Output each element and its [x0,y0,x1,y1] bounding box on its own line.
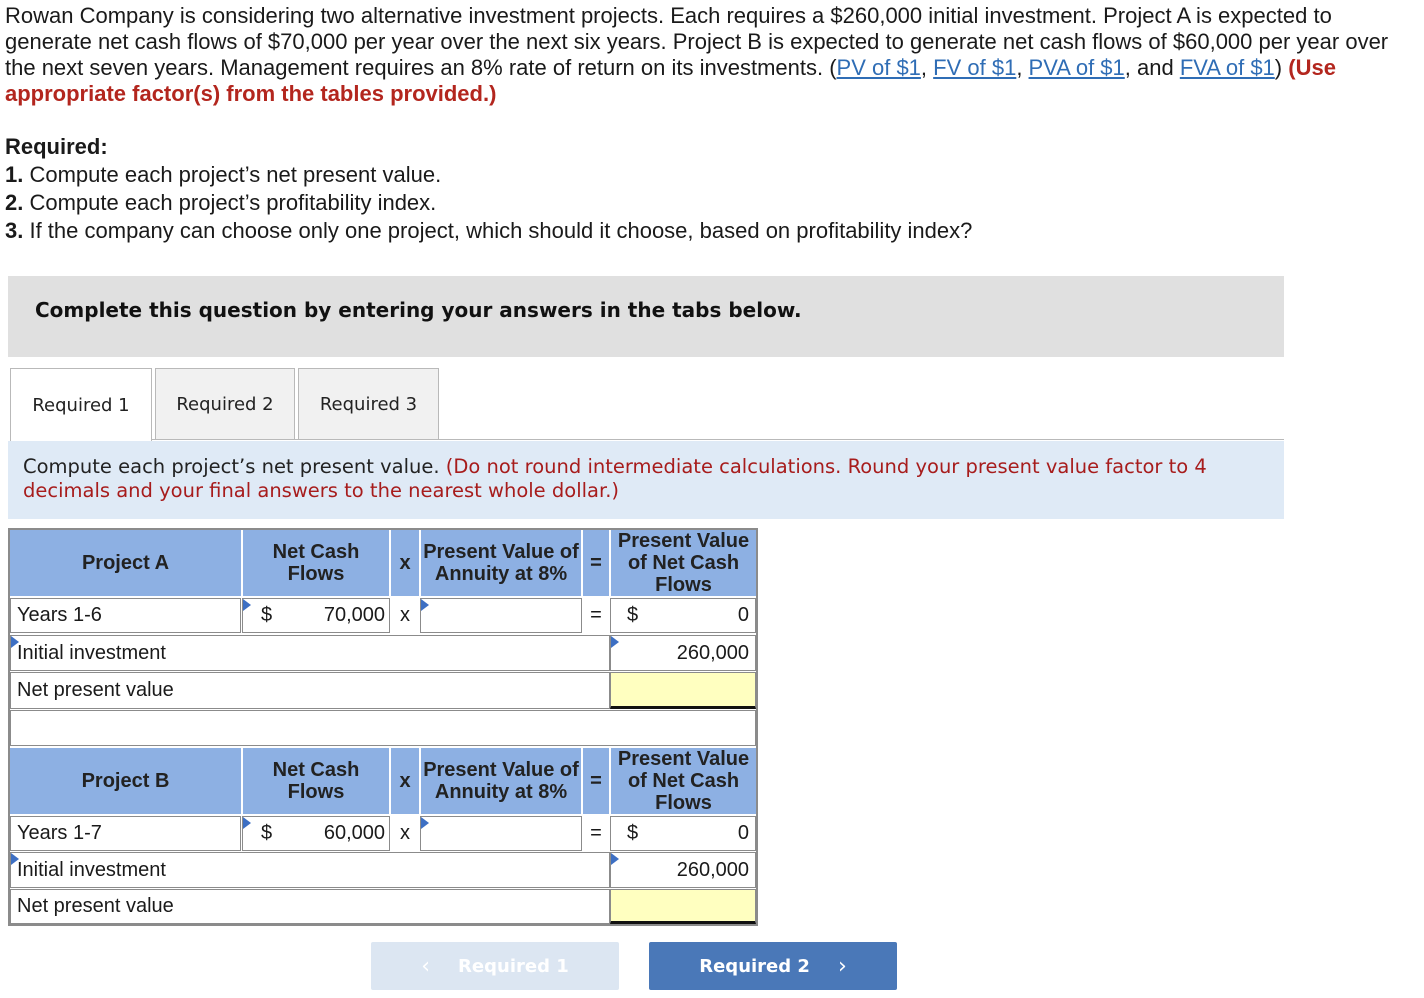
input-marker-icon [421,817,429,829]
project-a-npv-input[interactable] [610,672,756,709]
input-marker-icon [421,599,429,611]
instructions-banner [8,276,1284,357]
project-b-cash-flow-field [242,816,390,851]
equals-header: = [583,530,609,596]
problem-statement [5,3,1417,107]
project-a-npv-label: Net present value [10,672,610,709]
currency-symbol: $ [261,604,273,626]
required-list [5,133,972,245]
tab-instruction [8,441,1284,519]
pv-net-cash-flows-header: Present Value of Net Cash Flows [611,530,756,596]
project-b-title: Project B [10,748,241,814]
pv-of-1-link[interactable]: PV of $1 [836,55,921,80]
equals-symbol: = [590,604,602,626]
project-a-cash-flow-field [242,598,390,633]
required-item-3: 3. If the company can choose only one project, which should it choose, based on profitability index? [5,218,973,243]
tab-required-3[interactable]: Required 3 [298,368,439,440]
input-marker-icon [11,636,19,648]
pv-net-cash-flows-header: Present Value of Net Cash Flows [611,748,756,814]
project-b-npv-label: Net present value [10,889,610,924]
currency-symbol: $ [627,604,639,626]
project-b-pv-field [610,816,756,851]
pv-annuity-header: Present Value of Annuity at 8% [421,748,581,814]
project-a-initial-investment-label: Initial investment [10,635,610,671]
project-b-initial-investment-value: 260,000 [610,852,756,888]
project-a-initial-investment-value: 260,000 [610,635,756,671]
project-a-years-label: Years 1-6 [10,598,241,633]
table-factor-note: (Use appropriate factor(s) from the tables provided.) [5,55,1336,106]
previous-tab-label: Required 1 [458,955,569,977]
next-tab-label: Required 2 [699,955,810,977]
equals-header: = [583,748,609,814]
times-header: x [391,530,419,596]
project-b-cash-flow-value: 60,000 [323,822,385,844]
required-item-2: 2. Compute each project’s profitability index. [5,190,437,215]
net-cash-flows-header: Net Cash Flows [243,530,389,596]
fva-of-1-link[interactable]: FVA of $1 [1179,55,1275,80]
pva-of-1-link[interactable]: PVA of $1 [1028,55,1125,80]
fv-of-1-link[interactable]: FV of $1 [933,55,1017,80]
previous-tab-button[interactable] [371,942,619,990]
project-a-annuity-factor-input[interactable] [420,598,582,633]
currency-symbol: $ [261,822,273,844]
link-separator: , [920,55,934,80]
project-a-pv-value: 0 [737,604,749,626]
net-cash-flows-header: Net Cash Flows [243,748,389,814]
times-symbol: x [400,822,410,844]
project-a-title: Project A [10,530,241,596]
next-tab-button[interactable] [649,942,897,990]
tab-divider [152,439,1284,440]
project-b-years-label: Years 1-7 [10,816,241,851]
problem-text: Rowan Company is considering two alternative investment projects. Each requires a $260,000 initial investment. Project A is expected to generate net cash flows of $70,000 per year over the next six years. Project B is expected to generate net cash flows of $60,000 per year over the next seven years. Management requires an 8% rate of return on its investments. ( [5,3,1389,80]
input-marker-icon [243,599,251,611]
equals-symbol: = [590,822,602,844]
times-header: x [391,748,419,814]
project-b-initial-investment-label: Initial investment [10,852,610,888]
instruction-note: (Do not round intermediate calculations. Round your present value factor to 4 decimals and your final answers to the nearest whole dollar.) [23,455,1207,502]
tab-required-1[interactable]: Required 1 [10,368,152,441]
tab-required-2[interactable]: Required 2 [155,368,295,440]
required-item-1: 1. Compute each project’s net present value. [5,162,442,187]
input-marker-icon [611,853,619,865]
chevron-right-icon: › [837,953,847,979]
input-marker-icon [611,636,619,648]
link-close: ) [1274,55,1289,80]
project-a-cash-flow-value: 70,000 [323,604,385,626]
spacer-row [10,710,756,746]
input-marker-icon [11,853,19,865]
input-marker-icon [243,817,251,829]
banner-text: Complete this question by entering your answers in the tabs below. [35,298,802,322]
project-a-pv-field [610,598,756,633]
chevron-left-icon: ‹ [421,953,431,979]
required-heading: Required: [5,134,108,159]
times-symbol: x [400,604,410,626]
link-separator: , and [1124,55,1180,80]
project-b-pv-value: 0 [737,822,749,844]
link-separator: , [1016,55,1029,80]
currency-symbol: $ [627,822,639,844]
project-b-annuity-factor-input[interactable] [420,816,582,851]
pv-annuity-header: Present Value of Annuity at 8% [421,530,581,596]
instruction-main: Compute each project’s net present value. [23,455,446,478]
project-b-npv-input[interactable] [610,889,756,924]
